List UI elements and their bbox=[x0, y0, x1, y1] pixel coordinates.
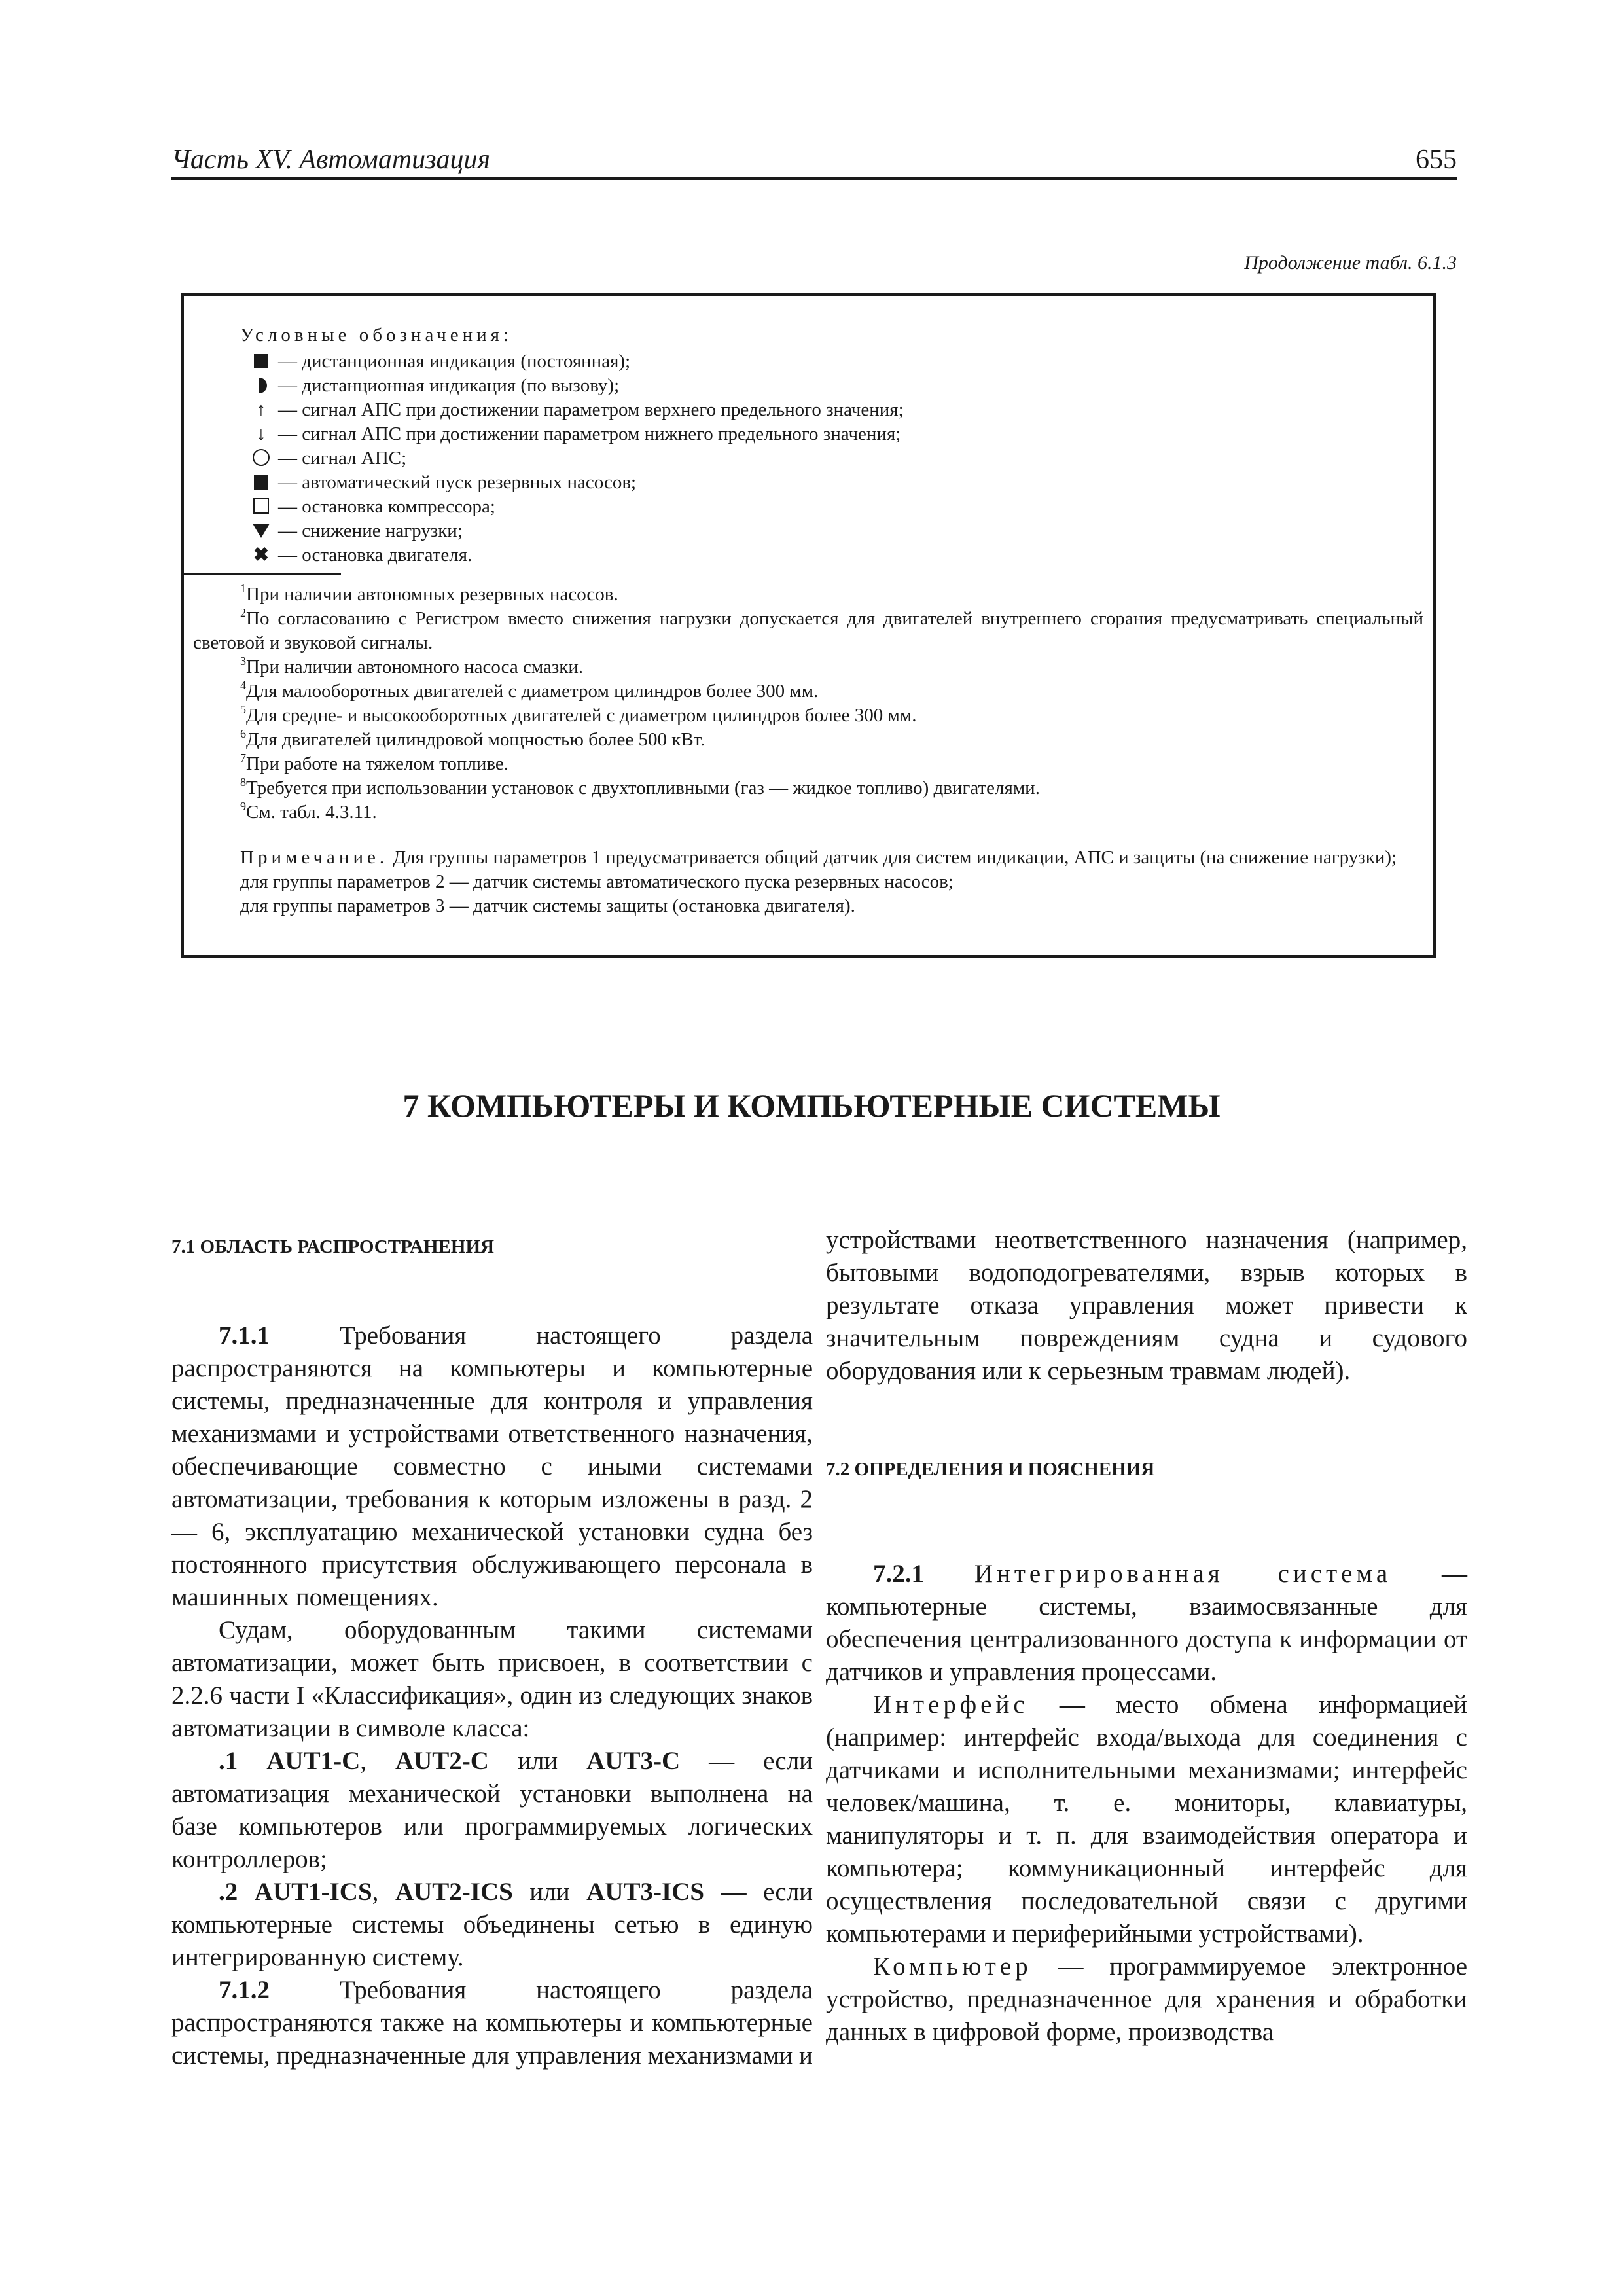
paragraph: Компьютер — программируемое электронное устройство, предназначенное для хранения и обработки данных в цифровой форме, производства bbox=[826, 1952, 1468, 2046]
paragraph: 7.2.1 Интегрированная система — компьютерные системы, взаимосвязанные для обеспечения централизованного доступа к информации от датчиков и управления процессами. bbox=[826, 1560, 1468, 1686]
down-triangle-icon bbox=[253, 524, 270, 538]
right-column bbox=[826, 1224, 1467, 2049]
filled-square-icon bbox=[254, 475, 268, 490]
section-heading-7-2: 7.2 ОПРЕДЕЛЕНИЯ И ПОЯСНЕНИЯ bbox=[826, 1459, 1155, 1480]
arrow-up-icon: ↑ bbox=[256, 399, 266, 420]
footnote: $^3$При наличии автономного насоса смазки. bbox=[240, 655, 584, 677]
footnote: $^6$Для двигателей цилиндровой мощностью более 500 кВт. bbox=[240, 727, 705, 750]
paragraph: устройствами неответственного назначения (например, бытовыми водоподогревателями, взрыв которых в результате отказа управления может привести к значительным повреждениям судна и судового оборудования или к серьезным травмам людей). bbox=[826, 1226, 1467, 1385]
chapter-title: 7 КОМПЬЮТЕРЫ И КОМПЬЮТЕРНЫЕ СИСТЕМЫ bbox=[402, 1087, 1221, 1124]
header-title: Часть XV. Автоматизация bbox=[171, 145, 491, 175]
circle-outline-icon bbox=[253, 449, 270, 466]
legend-heading: Условные обозначения: bbox=[240, 325, 513, 346]
running-header bbox=[171, 143, 1457, 180]
table-continuation-label: Продолжение табл. 6.1.3 bbox=[1244, 252, 1457, 274]
footnote: $^9$См. табл. 4.3.11. bbox=[240, 800, 377, 823]
footnote: $^5$Для средне- и высокооборотных двигателей с диаметром цилиндров более 300 мм. bbox=[240, 703, 917, 726]
footnote: $^7$При работе на тяжелом топливе. bbox=[240, 751, 509, 774]
page-number: 655 bbox=[1416, 145, 1457, 175]
filled-square-icon bbox=[254, 354, 268, 368]
legend-box: Условные обозначения: — дистанционная индикация (постоянная); — дистанционная индикация (по вызову); ↑ — сигнал АПС при достижении параметром верхнего предельного значения; ↓ — сигнал АПС при достижении параметром нижнего предельного значения; — сигнал АПС; — автоматический пуск резервных насосов; — остановка компрессора; — снижение нагрузки; ✖ — остановка двигателя. $^1$При наличии автономных резервных насосов. $^2$По согласованию с Регистром вместо снижения нагрузки допускается для двигателей внутреннего сгорания предусматривать специальный световой и звуковой сигналы. $^3$При наличии автономного насоса смазки. $^4$Для малооборотных двигателей с диаметром цилиндров более 300 мм. $^5$Для средне- и высокооборотных двигателей с диаметром цилиндров более 300 мм. $^6$Для двигателей цилиндровой мощностью более 500 кВт. $^7$При работе на тяжелом топливе. $^8$Требуется при использовании установок с двухтопливными (газ — жидкое топливо) двигателями. $^9$См. табл. 4.3.11. Примечание. Для группы параметров 1 предусматривается общий датчик для систем индикации, АПС и защиты (на снижение нагрузки); для группы параметров 2 — датчик системы автоматического пуска резервных насосов; для группы параметров 3 — датчик системы защиты (остановка двигателя). bbox=[181, 293, 1436, 958]
left-column bbox=[171, 1230, 813, 2072]
paragraph: 7.1.1 Требования настоящего раздела распространяются на компьютеры и компьютерные системы, предназначенные для контроля и управления механизмами и устройствами ответственного назначения, обеспечивающие совместно с иными системами автоматизации, требования к которым изложены в разд. 2 — 6, эксплуатацию механической установки судна без постоянного присутствия обслуживающего персонала в машинных помещениях. bbox=[171, 1321, 813, 1611]
square-outline-icon bbox=[253, 498, 269, 514]
section-heading-7-1: 7.1 ОБЛАСТЬ РАСПРОСТРАНЕНИЯ bbox=[171, 1236, 494, 1257]
paragraph: 7.1.2 Требования настоящего раздела распространяются также на компьютеры и компьютерные системы, предназначенные для управления механизмами и bbox=[171, 1976, 813, 2070]
paragraph: .1 AUT1-C, AUT2-C или AUT3-C — если автоматизация механической установки выполнена на базе компьютеров или программируемых логических контроллеров; bbox=[171, 1747, 813, 1873]
paragraph: Интерфейс — место обмена информацией (например: интерфейс входа/выхода для соединения с датчиками и исполнительными механизмами; интерфейс человек/машина, т. е. мониторы, клавиатуры, манипуляторы и т. п. для взаимодействия оператора и компьютера; коммуникационный интерфейс для осуществления последовательной связи с другими компьютерами и периферийными устройствами). bbox=[826, 1691, 1467, 1948]
note-label: Примечание. bbox=[240, 847, 389, 868]
footnote: $^8$Требуется при использовании установок с двухтопливными (газ — жидкое топливо) двигателями. bbox=[240, 776, 1040, 798]
footnote-divider bbox=[184, 573, 341, 575]
paragraph: .2 AUT1-ICS, AUT2-ICS или AUT3-ICS — если компьютерные системы объединены сетью в единую интегрированную систему. bbox=[171, 1878, 813, 1971]
half-circle-icon bbox=[259, 378, 267, 393]
footnote: $^4$Для малооборотных двигателей с диаметром цилиндров более 300 мм. bbox=[240, 679, 819, 702]
paragraph: Судам, оборудованным такими системами автоматизации, может быть присвоен, в соответствии с 2.2.6 части I «Классификация», один из следующих знаков автоматизации в символе класса: bbox=[171, 1616, 813, 1742]
cross-icon: ✖ bbox=[253, 545, 270, 565]
footnote: $^1$При наличии автономных резервных насосов. bbox=[240, 582, 618, 605]
table-note: Примечание. Для группы параметров 1 предусматривается общий датчик для систем индикации, АПС и защиты (на снижение нагрузки); для группы параметров 2 — датчик системы автоматического пуска резервных насосов; для группы параметров 3 — датчик системы защиты (остановка двигателя). bbox=[240, 847, 1397, 916]
arrow-down-icon: ↓ bbox=[256, 423, 266, 444]
footnote: $^2$По согласованию с Регистром вместо снижения нагрузки допускается для двигателей внутреннего сгорания предусматривать специальный световой и звуковой сигналы. bbox=[193, 606, 1423, 653]
footnotes bbox=[193, 583, 1423, 825]
